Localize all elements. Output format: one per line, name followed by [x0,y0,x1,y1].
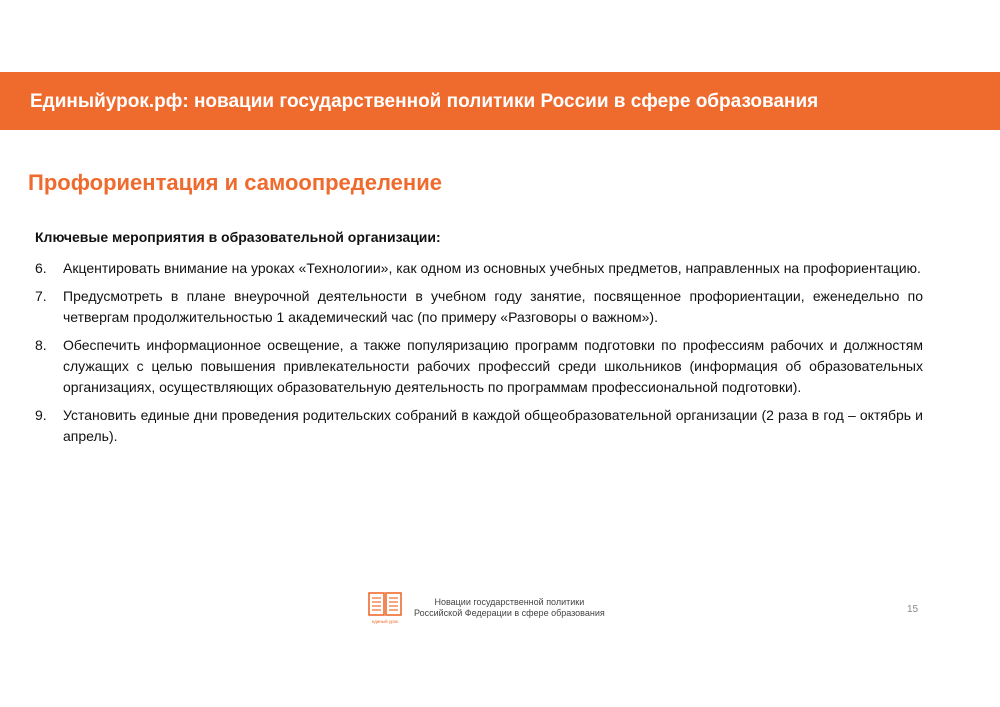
item-text: Предусмотреть в плане внеурочной деятельности в учебном году занятие, посвященное профориентации, еженедельно по четвергам продолжительностью 1 академический час (по примеру «Разговоры о важном»). [63,288,923,325]
footer-caption [414,597,605,619]
page-number: 15 [907,604,919,615]
book-icon [366,591,404,625]
item-number: 8. [35,337,47,353]
list-item [35,286,923,328]
item-number: 6. [35,260,47,276]
title-banner [0,72,1000,130]
list-item [35,405,923,447]
list-item [35,335,923,398]
item-text: Акцентировать внимание на уроках «Технологии», как одном из основных учебных предметов, направленных на профориентацию. [63,260,921,276]
item-text: Установить единые дни проведения родительских собраний в каждой общеобразовательной организации (2 раза в год – октябрь и апрель). [63,407,923,444]
banner-title: Единыйурок.рф: новации государственной политики России в сфере образования [30,91,819,112]
footer-line-1: Новации государственной политики [434,597,585,607]
item-text: Обеспечить информационное освещение, а также популяризацию программ подготовки по профессиям рабочих и должностям служащих с целью повышения привлекательности рабочих профессий среди школьников (информация об образовательных организациях, осуществляющих образовательную деятельность по программам профессиональной подготовки). [63,337,923,395]
measures-list [35,258,923,454]
slide-heading: Профориентация и самоопределение [28,170,442,195]
intro-text: Ключевые мероприятия в образовательной организации: [35,229,441,245]
footer-line-2: Российской Федерации в сфере образования [414,608,605,618]
list-item [35,258,923,279]
logo-caption: единый урок [371,619,399,624]
item-number: 9. [35,407,47,423]
item-number: 7. [35,288,47,304]
